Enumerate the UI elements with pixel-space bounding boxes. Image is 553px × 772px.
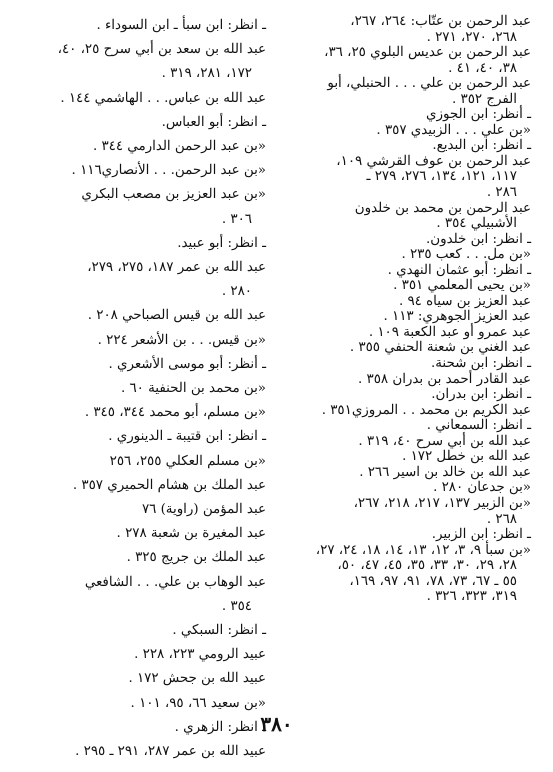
index-entry: عبد الرحمن بن عديس البلوي ٢٥، ٣٦، — [324, 45, 531, 61]
index-entry: ٣٨، ٤٠، ٤١ . — [448, 60, 517, 76]
page-number: ٣٨٠ — [260, 712, 293, 736]
index-entry: عبد عمرو أو عبد الكعبة ١٠٩ . — [368, 324, 531, 340]
index-entry: عبد المؤمن (راوية) ٧٦ — [141, 502, 266, 518]
index-entry: «بن مسلم، أبو محمد ٣٤٤، ٣٤٥ . — [84, 405, 266, 421]
index-entry: عبد الله بن أبي سرح ٤٠، ٣١٩ . — [358, 433, 531, 449]
index-entry: عبد الرحمن بن عتّاب: ٢٦٤، ٢٦٧، — [350, 14, 531, 29]
index-entry: عبيد الله بن عمر ٢٨٧، ٢٩١ ـ ٢٩٥ . — [75, 744, 266, 760]
index-entry: ٥٥ ـ ٦٧، ٧٣، ٧٨، ٩١، ٩٧، ١٦٩، — [349, 573, 517, 589]
index-entry: ٣١٩، ٣٢٣، ٣٢٦ . — [426, 589, 517, 605]
index-entry: عبيد الرومي ٢٢٣، ٢٢٨ . — [134, 647, 266, 663]
index-entry: عبد الرحمن بن عوف القرشي ١٠٩، — [336, 153, 531, 169]
index-entry: عبد الملك بن جريج ٣٢٥ . — [126, 550, 266, 566]
index-entry: ٢٨٠ . — [221, 284, 252, 300]
index-entry: «بن علي . . . الزبيدي ٣٥٧ . — [376, 122, 531, 138]
index-entry: عبد الرحمن بن محمد بن خلدون — [354, 200, 531, 216]
index-entry: عبد الله بن عباس. . . الهاشمي ١٤٤ . — [60, 90, 266, 106]
index-entry: عبد المغيرة بن شعبة ٢٧٨ . — [116, 526, 266, 542]
index-entry: عبيد الله بن جحش ١٧٢ . — [128, 671, 266, 687]
index-entry: ـ انظر: ابن البديع. — [432, 138, 531, 154]
index-entry: عبد الله بن سعد بن أبي سرح ٢٥، ٤٠، — [57, 42, 266, 58]
index-entry: ـ انظر: ابن شحنة. — [430, 356, 531, 372]
index-entry: «بن جدعان ٢٨٠ . — [433, 480, 531, 496]
index-entry: ٢٦٨، ٢٧٠، ٢٧١ . — [426, 29, 517, 45]
index-entry: ٣٠٦ . — [221, 211, 252, 227]
index-entry: عبد الله بن خطل ١٧٢ . — [402, 449, 531, 465]
index-entry: ١١٧، ١٢١، ١٣٤، ٢٧٦، ٢٧٩ ـ — [366, 169, 517, 185]
index-entry: عبد القادر أحمد بن بدران ٣٥٨ . — [358, 371, 531, 387]
index-entry: «بن الزبير ١٣٧، ٢١٧، ٢١٨، ٢٦٧، — [353, 495, 531, 511]
index-entry: عبد الرحمن بن علي . . . الحنبلي، أبو — [327, 76, 531, 92]
index-entry: «بن سعيد ٦٦، ٩٥، ١٠١ . — [130, 695, 266, 711]
index-entry: «بن مسلم العكلي ٢٥٥، ٢٥٦ — [109, 453, 266, 469]
index-entry: عبد الكريم بن محمد . . المروزي٣٥١ . — [321, 402, 531, 418]
index-entry: ـ انظر: ابن سبأ ـ ابن السوداء . — [96, 18, 266, 33]
index-entry: «بن سبأ ٩، ٣، ١٢، ١٣، ١٤، ١٨، ٢٤، ٢٧، — [315, 542, 531, 558]
right-column — [287, 14, 531, 605]
index-entry: عبد العزيز بن سياه ٩٤ . — [398, 293, 531, 309]
index-entry: «بن يحيى المعلمي ٣٥١ . — [393, 278, 531, 294]
index-entry: الفرج ٣٥٢ . — [452, 91, 517, 107]
index-entry: ـ انظر: أبو عبيد. — [177, 235, 266, 251]
index-entry: ٣٥٤ . — [221, 598, 252, 614]
index-entry: ـ أنظر: أبو موسى الأشعري . — [108, 356, 266, 372]
index-entry: ١٧٢، ٢٨١، ٣١٩ . — [161, 66, 252, 82]
index-entry: «بن عبد الرحمن. . . الأنصاري١١٦ . — [71, 163, 266, 179]
index-entry: ـ انظر: ابن خلدون. — [426, 231, 531, 247]
index-entry: عبد الله بن قيس الصباحي ٢٠٨ . — [87, 308, 266, 324]
index-entry: «بن مل. . . كعب ٢٣٥ . — [401, 247, 531, 263]
index-entry: ٢٨، ٢٩، ٣٠، ٣٣، ٣٥، ٤٥، ٤٧، ٥٠، — [337, 558, 517, 574]
index-entry: ـ انظر: ابن بدران. — [431, 387, 531, 403]
index-entry: «بن قيس. . . بن الأشعر ٢٢٤ . — [97, 332, 266, 348]
index-entry: ـ انظر: أبو عثمان النهدي . — [387, 262, 531, 278]
index-entry: ـ انظر: الزهري . — [174, 719, 266, 735]
index-entry: ـ انظر: ابن قتيبة ـ الدينوري . — [108, 429, 266, 445]
index-entry: ٢٦٨ . — [486, 511, 517, 527]
index-entry: ٢٨٦ . — [486, 185, 517, 201]
index-entry: عبد الله بن خالد بن اسير ٢٦٦ . — [359, 464, 531, 480]
index-entry: ـ انظر: السمعاني . — [426, 418, 531, 434]
index-entry: ـ انظر: أبو العباس. — [161, 114, 266, 130]
index-entry: ـ أنظر: ابن الجوزي — [426, 107, 531, 123]
index-entry: «بن محمد بن الحنفية ٦٠ . — [120, 381, 266, 397]
index-entry: عبد العزيز الجوهري: ١١٣ . — [383, 309, 531, 325]
index-entry: «بن عبد الرحمن الدارمي ٣٤٤ . — [92, 139, 266, 155]
index-entry: عبد الله بن عمر ١٨٧، ٢٧٥، ٢٧٩، — [87, 260, 266, 276]
index-entry: الأشبيلي ٣٥٤ . — [436, 216, 517, 232]
index-entry: «بن عبد العزيز بن مصعب البكري — [81, 187, 266, 203]
index-entry: ـ انظر: السبكي . — [172, 623, 266, 639]
left-column — [18, 14, 266, 764]
index-entry: عبد الملك بن هشام الحميري ٣٥٧ . — [72, 477, 266, 493]
index-entry: ـ انظر: ابن الزبير. — [431, 527, 531, 543]
index-entry: عبد الوهاب بن علي. . . الشافعي — [84, 574, 266, 590]
index-entry: عبد الغني بن شعنة الحنفي ٣٥٥ . — [349, 340, 531, 356]
